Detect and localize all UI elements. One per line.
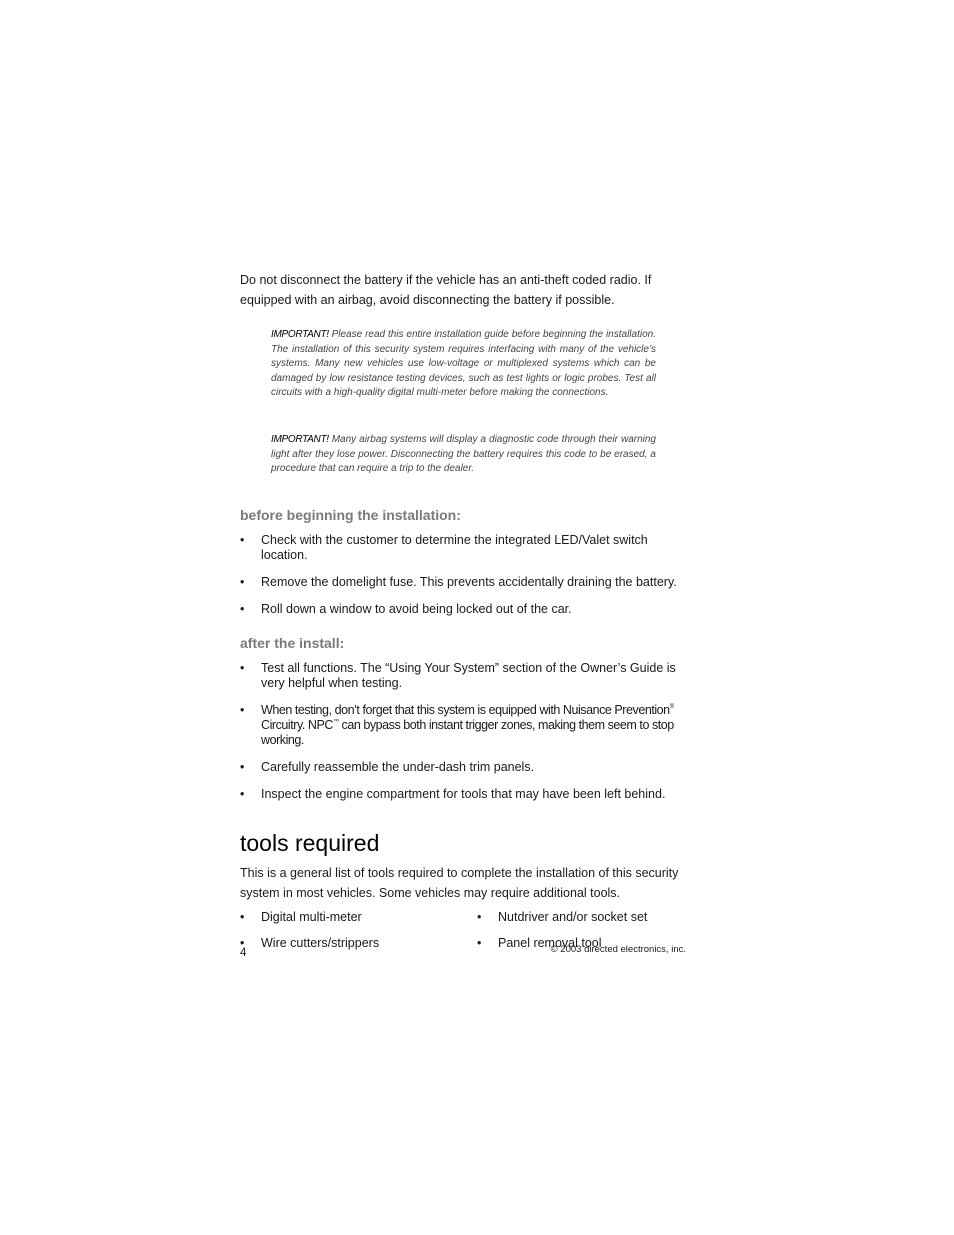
list-item [240,661,686,691]
list-item-text: Test all functions. The “Using Your System” section of the Owner’s Guide is very helpful when testing. [261,660,676,690]
tools-required-title: tools required [240,829,380,856]
bullet: • [477,935,482,950]
important-note-airbag [271,433,656,477]
list-item [477,910,686,925]
after-install-list [240,661,686,802]
intro-paragraph: Do not disconnect the battery if the vehicle has an anti-theft coded radio. If equipped with an airbag, avoid disconnecting the battery if possible. [240,273,652,307]
bullet: • [240,702,244,717]
list-item-text: Wire cutters/strippers [261,935,380,950]
bullet: • [240,935,245,950]
bullet: • [240,601,245,616]
important-note-installation [271,328,656,401]
list-item [240,533,686,563]
bullet: • [240,660,245,675]
bullet: • [240,574,245,589]
page-footer [240,944,686,962]
page-content [240,270,686,951]
list-item-text: Remove the domelight fuse. This prevents accidentally draining the battery. [261,574,677,589]
list-item-text: Circuitry. NPC [261,717,333,732]
list-item [240,602,686,617]
list-item [240,910,477,925]
list-item-text: Carefully reassemble the under-dash trim panels. [261,759,535,774]
trademark-mark: ™ [332,718,339,725]
list-item [240,703,686,748]
bullet: • [240,786,245,801]
important-label: IMPORTANT! [271,329,329,340]
tools-intro-paragraph: This is a general list of tools required to complete the installation of this security system in most vehicles. Some vehicles may require additional tools. [240,865,679,900]
list-item [240,787,686,802]
page-number: 4 [240,947,247,959]
list-item-text: Panel removal tool [498,935,602,950]
list-item-text: Roll down a window to avoid being locked out of the car. [261,601,572,616]
bullet: • [240,532,245,547]
before-installation-heading: before beginning the installation: [240,506,461,523]
list-item [240,575,686,590]
registered-mark: ® [669,703,674,710]
bullet: • [240,759,245,774]
important-label: IMPORTANT! [271,433,329,445]
list-item-text: When testing, don’t forget that this system is equipped with Nuisance Prevention [261,702,670,717]
list-item-text: Inspect the engine compartment for tools that may have been left behind. [261,786,666,801]
important-note-text: Many airbag systems will display a diagnostic code through their warning light after they lose power. Disconnecting the battery requires this code to be erased, a procedure that can require a trip to the dealer. [271,433,656,475]
bullet: • [240,909,245,924]
before-installation-list [240,533,686,617]
list-item-text: Nutdriver and/or socket set [498,909,648,924]
list-item-text: can bypass both instant trigger zones, making them seem to stop working. [261,717,674,747]
list-item-text: Digital multi-meter [261,909,362,924]
bullet: • [477,909,482,924]
after-install-heading: after the install: [240,634,345,651]
copyright-notice: © 2003 directed electronics, inc. [550,944,686,955]
list-item-text: Check with the customer to determine the integrated LED/Valet switch location. [261,532,648,562]
important-note-text: Please read this entire installation guide before beginning the installation. The installation of this security system requires interfacing with many of the vehicle’s systems. Many new vehicles use low-voltage or multiplexed systems which can be damaged by low resistance testing devices, such as test lights or logic probes. Test all circuits with a high-quality digital multi-meter before making the connections. [271,329,656,399]
list-item [240,760,686,775]
